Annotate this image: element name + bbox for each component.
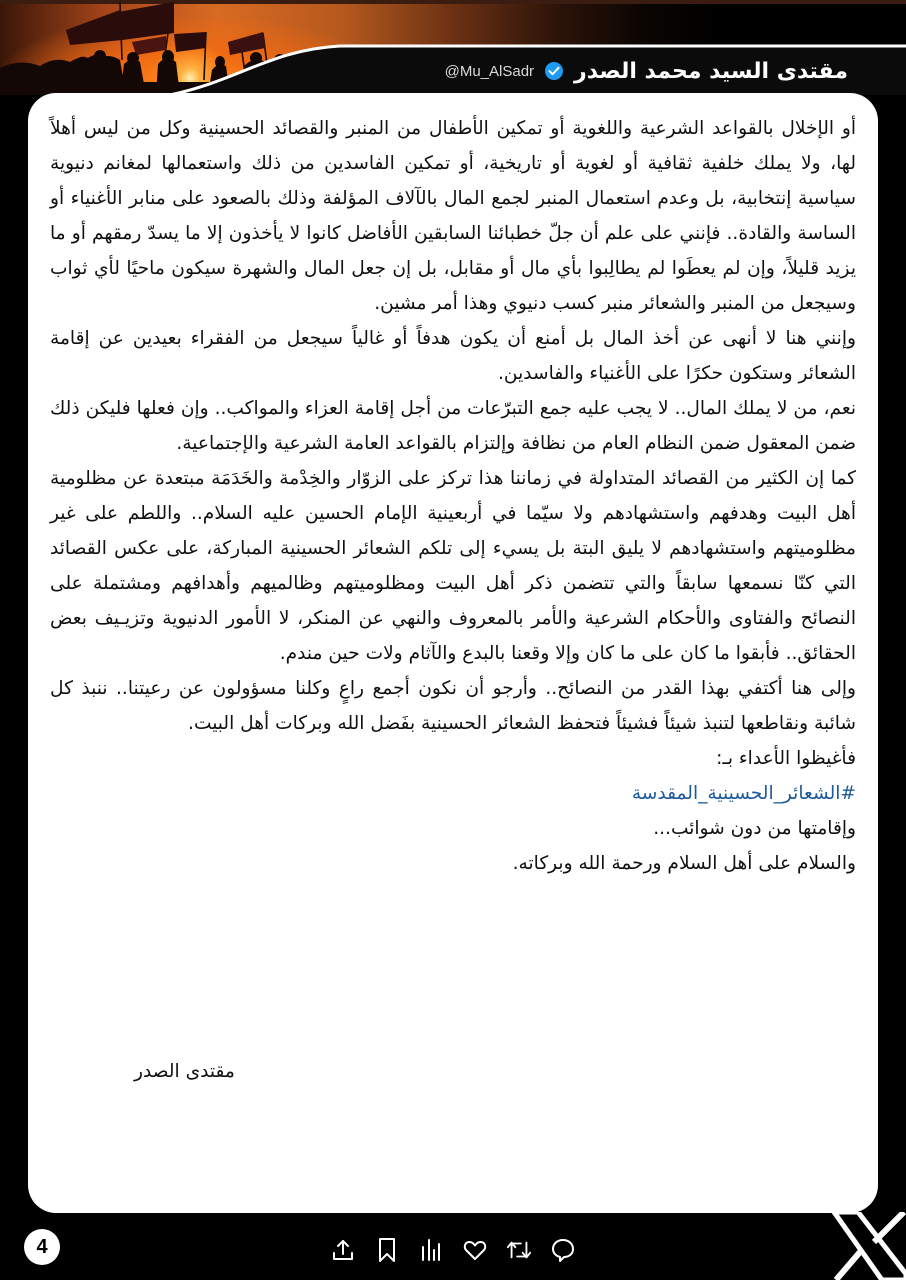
closing-line: وإقامتها من دون شوائب...: [653, 818, 856, 839]
paragraph: كما إن الكثير من القصائد المتداولة في زماننا هذا تركز على الزوّار والخِدْمة والخَدَمَة مبتعدة عن مظلومية أهل البيت وهدفهم واستشهادهم ولا سيّما في أربعينية الإمام الحسين عليه السلام.. واللطم على غير مظلوميتهم واستشهادهم لا يليق البتة بل يسيء إلى تلكم الشعائر الحسينية المباركة، على عكس القصائد التي كنّا نسمعها سابقاً والتي تتضمن ذكر أهل البيت ومظلوميتهم وظالميهم وأهدافهم ومشتملة على النصائح والفتاوى والأحكام الشرعية والأمر بالمعروف والنهي عن المنكر، لا الأمور الدنيوية وتزيـيف بعض الحقائق.. فأبقوا ما كان على ما كان وإلا وقعنا بالبدع والآثام ولات حين مندم.: [50, 468, 856, 664]
paragraph: وإلى هنا أكتفي بهذا القدر من النصائح.. وأرجو أن نكون أجمع راعٍ وكلنا مسؤولون عن رعيتنا.. ننبذ كل شائبة ونقاطعها لتنبذ شيئاً فشيئاً فتحفظ الشعائر الحسينية بفَضل الله وبركات أهل البيت.: [50, 678, 856, 734]
page-number-badge: 4: [24, 1229, 60, 1265]
post-body: [50, 111, 856, 881]
account-handle[interactable]: @Mu_AlSadr: [444, 62, 535, 80]
paragraph: نعم، من لا يملك المال.. لا يجب عليه جمع التبرّعات من أجل إقامة العزاء والمواكب.. وإن فعلها فليكن ذلك ضمن المعقول ضمن النظام العام من نظافة وإلتزام بالقواعد العامة الشرعية والإجتماعية.: [50, 398, 856, 454]
display-name[interactable]: مقتدى السيد محمد الصدر: [574, 58, 848, 84]
closing-intro: فأغيظوا الأعداء بـ:: [716, 748, 856, 769]
paragraph: وإنني هنا لا أنهى عن أخذ المال بل أمنع أن يكون هدفاً أو غالياً سيجعل من الفقراء بعيدين عن إقامة الشعائر وستكون حكرًا على الأغنياء والفاسدين.: [50, 328, 856, 384]
account-header: [445, 56, 848, 86]
repost-icon[interactable]: [506, 1236, 532, 1264]
analytics-icon[interactable]: [418, 1236, 444, 1264]
header-banner: [0, 0, 906, 95]
salutation: والسلام على أهل السلام ورحمة الله وبركاته.: [512, 853, 856, 874]
post-card: [28, 93, 878, 1213]
x-logo-icon: [830, 1212, 906, 1280]
signature: مقتدى الصدر: [134, 1061, 235, 1082]
tweet-actions-bar: [330, 1234, 576, 1266]
reply-icon[interactable]: [550, 1236, 576, 1264]
paragraph: أو الإخلال بالقواعد الشرعية واللغوية أو تمكين الأطفال من المنبر والقصائد الحسينية وكل من ليس أهلاً لها، ولا يملك خلفية ثقافية أو لغوية أو تاريخية، أو تمكين الفاسدين من ذلك واستعمالها لمغانم دنيوية سياسية إنتخابية، بل وعدم استعمال المنبر لجمع المال بالآلاف المؤلفة وذلك بالصعود على منابر الأغنياء أو الساسة والقادة.. فإنني على علم أن جلّ خطبائنا السابقين الأفاضل كانوا لا يأخذون إلا ما يسدّ رمقهم أو ما يزيد قليلاً، وإن لم يعطَوا لم يطالِبوا بأي مال أو مقابل، بل إن جعل المال والشهرة سيكون ماحيًا لأي ثواب وسيجعل من المنبر والشعائر منبر كسب دنيوي وهذا أمر مشين.: [50, 118, 856, 314]
share-icon[interactable]: [330, 1236, 356, 1264]
heart-icon[interactable]: [462, 1236, 488, 1264]
verified-badge-icon: [544, 61, 564, 81]
bookmark-icon[interactable]: [374, 1236, 400, 1264]
hashtag-link[interactable]: #الشعائر_الحسينية_المقدسة: [631, 783, 856, 804]
